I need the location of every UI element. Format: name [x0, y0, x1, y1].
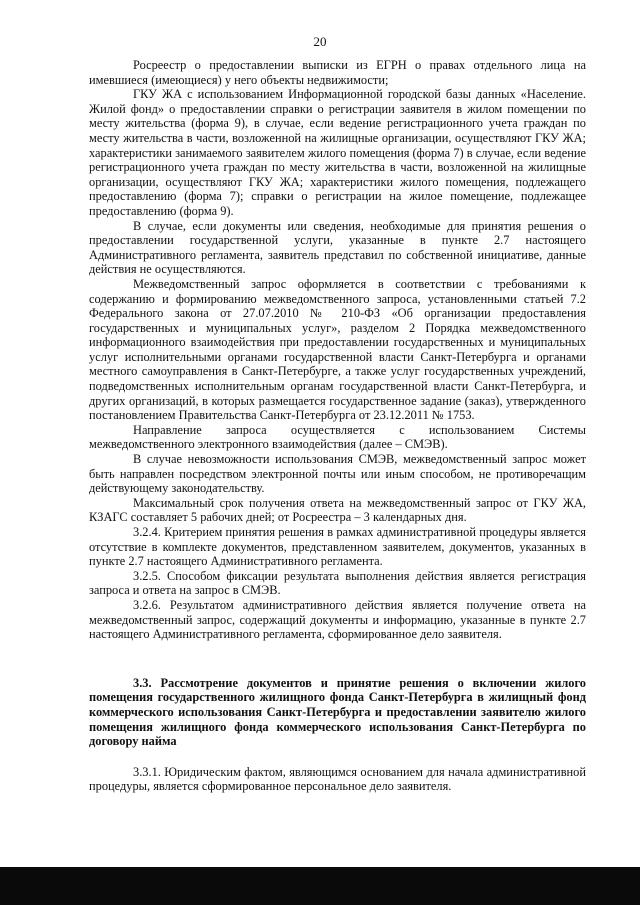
- scan-footer-bar: [0, 867, 640, 905]
- paragraph-gku-zha: ГКУ ЖА с использованием Информационной городской базы данных «Население. Жилой фонд» о предоставлении справки о регистрации заявителя в жилом помещении по месту жительства (форма 9), в случае, если ведение регистрационного учета граждан по месту жительства в части, возложенной на жилищные организации, осуществляют ГКУ ЖА; характеристики занимаемого заявителем жилого помещения (форма 7) в случае, если ведение регистрационного учета граждан по месту жительства в части, возложенной на жилищные организации, осуществляют ГКУ ЖА; характеристики жилого помещения, подлежащего предоставлению (форма 7); справки о регистрации на жилое помещение, подлежащее предоставлению (форма 9).: [89, 87, 586, 218]
- paragraph-3-2-4: 3.2.4. Критерием принятия решения в рамках административной процедуры является отсутствие в комплекте документов, представленном заявителем, документов, указанных в пункте 2.7 настоящего Административного регламента.: [89, 525, 586, 569]
- paragraph-rosreestr: Росреестр о предоставлении выписки из ЕГРН о правах отдельного лица на имевшиеся (имеющиеся) у него объекты недвижимости;: [89, 58, 586, 87]
- paragraph-3-2-5: 3.2.5. Способом фиксации результата выполнения действия является регистрация запроса и ответа на запрос в СМЭВ.: [89, 568, 586, 598]
- paragraph-max-response-time: Максимальный срок получения ответа на межведомственный запрос от ГКУ ЖА, КЗАГС составляет 5 рабочих дней; от Росреестра – 3 календарных дня.: [89, 495, 586, 525]
- section-heading-3-3: 3.3. Рассмотрение документов и принятие решения о включении жилого помещения государственного жилищного фонда Санкт-Петербурга в жилищный фонд коммерческого использования Санкт-Петербурга и предоставлении заявителю жилого помещения жилищного фонда коммерческого использования Санкт-Петербурга по договору найма: [89, 675, 586, 749]
- paragraph-own-initiative: В случае, если документы или сведения, необходимые для принятия решения о предоставлении государственной услуги, указанные в пункте 2.7 настоящего Административного регламента, заявитель представил по собственной инициативе, данные действия не осуществляются.: [89, 218, 586, 277]
- document-body: [89, 58, 586, 794]
- paragraph-smev-unavailable: В случае невозможности использования СМЭВ, межведомственный запрос может быть направлен посредством электронной почты или иным способом, не противоречащим действующему законодательству.: [89, 452, 586, 496]
- paragraph-3-3-1: 3.3.1. Юридическим фактом, являющимся основанием для начала административной процедуры, является сформированное персональное дело заявителя.: [89, 764, 586, 794]
- page-number: 20: [313, 34, 327, 49]
- paragraph-request-requirements: Межведомственный запрос оформляется в соответствии с требованиями к содержанию и формированию межведомственного запроса, установленными статьей 7.2 Федерального закона от 27.07.2010 № 210-ФЗ «Об организации предоставления государственных и муниципальных услуг», разделом 2 Порядка межведомственного информационного взаимодействия при предоставлении государственных и муниципальных услуг исполнительными органами государственной власти Санкт-Петербурга и органами местного самоуправления в Санкт-Петербурге, а также услуг государственных учреждений, подведомственных исполнительным органам государственной власти Санкт-Петербурга, и других организаций, в которых размещается государственное задание (заказ), утвержденного постановлением Правительства Санкт-Петербурга от 23.12.2011 № 1753.: [89, 276, 586, 423]
- paragraph-3-2-6: 3.2.6. Результатом административного действия является получение ответа на межведомственный запрос, содержащий документы и информацию, указанные в пункте 2.7 настоящего Административного регламента, сформированное дело заявителя.: [89, 597, 586, 642]
- paragraph-smev: Направление запроса осуществляется с использованием Системы межведомственного электронного взаимодействия (далее – СМЭВ).: [89, 422, 586, 452]
